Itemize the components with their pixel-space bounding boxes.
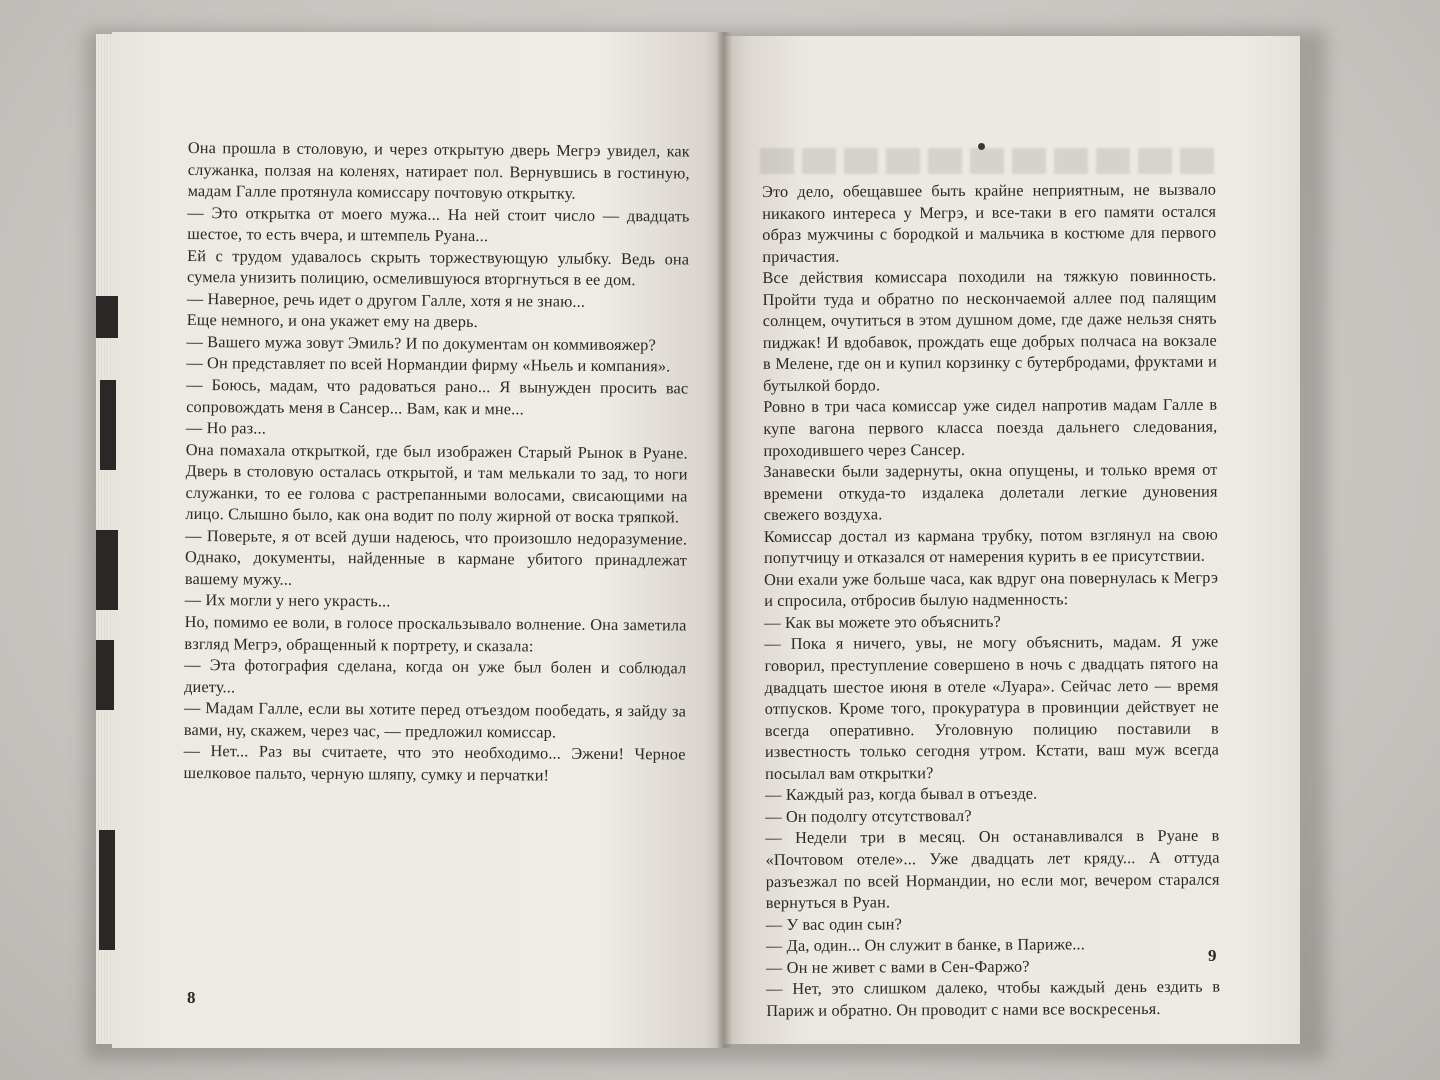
paragraph: — Пока я ничего, увы, не могу объяснить, мадам. Я уже говорил, преступление совершено в ночь с двадцать пятого на двадцать шестое июня в отеле «Луара». Сейчас лето — время отпусков. Кроме того, прокуратура в провинции действует не всегда оперативно. Уголовную полицию поставили в известность только сегодня утром. Кстати, ваш муж всегда посылал вам открытки? bbox=[764, 632, 1220, 783]
paragraph: — Мадам Галле, если вы хотите перед отъездом пообедать, я зайду за вами, ну, скажем, через час, — предложил комиссар. bbox=[183, 698, 687, 742]
edge-bleed-mark bbox=[100, 380, 116, 470]
paragraph: — Как вы можете это объяснить? bbox=[764, 611, 1001, 632]
paragraph: — Их могли у него украсть... bbox=[184, 590, 391, 611]
paragraph: Она помахала открыткой, где был изображен Старый Рынок в Руане. Дверь в столовую осталась открытой, и там мелькали то зад, то ноги служанки, то ее голова с растрепанными волосами, свисающими на лицо. Слышно было, как она водит по полу жирной от воска тряпкой. bbox=[185, 439, 688, 527]
paragraph: Ровно в три часа комиссар уже сидел напротив мадам Галле в купе вагона первого класса поезда дальнего следования, проходившего через Сансер. bbox=[763, 395, 1218, 460]
paragraph: Занавески были задернуты, окна опущены, и только время от времени откуда-то издалека долетали легкие дуновения свежего воздуха. bbox=[763, 459, 1218, 525]
paragraph: Это дело, обещавшее быть крайне неприятным, не вызвало никакого интереса у Мегрэ, и все-таки в его памяти остался образ мужчины с бородкой и мальчика в костюме для первого причастия. bbox=[762, 179, 1217, 266]
paragraph: Еще немного, и она укажет ему на дверь. bbox=[186, 310, 478, 332]
paragraph: — Наверное, речь идет о другом Галле, хотя я не знаю... bbox=[186, 288, 586, 311]
paragraph: Она прошла в столовую, и через открытую дверь Мегрэ увидел, как служанка, ползая на коленях, натирает пол. Вернувшись в гостиную, мадам Галле протянула комиссару почтовую открытку. bbox=[187, 137, 690, 203]
paragraph: — Он не живет с вами в Сен-Фаржо? bbox=[766, 956, 1030, 977]
paragraph: — Он представляет по всей Нормандии фирму «Ньель и компания». bbox=[186, 353, 671, 376]
paragraph: — Нет, это слишком далеко, чтобы каждый день ездить в Париж и обратно. Он проводит с нами все воскресенья. bbox=[766, 976, 1221, 1020]
paragraph: Они ехали уже больше часа, как вдруг она повернулась к Мегрэ и спросила, отбросив былую надменность: bbox=[764, 567, 1219, 611]
paragraph: — У вас один сын? bbox=[765, 913, 903, 934]
edge-bleed-mark bbox=[96, 530, 118, 610]
paragraph: — Это открытка от моего мужа... На ней стоит число — двадцать шестое, то есть вчера, и штемпель Руана... bbox=[187, 202, 690, 246]
edge-bleed-mark bbox=[96, 640, 114, 710]
paragraph: Все действия комиссара походили на тяжкую повинность. Пройти туда и обратно по нескончаемой аллее под палящим солнцем, очутиться в этом душном доме, где даже нельзя снять пиджак! И вдобавок, прождать еще добрых полчаса на вокзале в Мелене, где он и купил корзинку с бутербродами, фруктами и бутылкой бордо. bbox=[762, 265, 1218, 395]
section-ornament-icon bbox=[978, 143, 985, 150]
book-spine bbox=[716, 32, 732, 1048]
paragraph: — Поверьте, я от всей души надеюсь, что произошло недоразумение. Однако, документы, найденные в кармане убитого принадлежат вашему мужу... bbox=[184, 525, 688, 589]
right-page-text bbox=[762, 179, 1220, 1022]
paragraph: — Каждый раз, когда бывал в отъезде. bbox=[765, 783, 1038, 805]
paragraph: Комиссар достал из кармана трубку, потом взглянул на свою попутчицу и отказался от намерения курить в ее присутствии. bbox=[763, 524, 1218, 568]
paragraph: — Вашего мужа зовут Эмиль? И по документам он коммивояжер? bbox=[186, 331, 656, 355]
paragraph: Но, помимо ее воли, в голосе проскальзывало волнение. Она заметила взгляд Мегрэ, обращенный к портрету, и сказала: bbox=[184, 612, 687, 656]
paragraph: — Недели три в месяц. Он останавливался в Руане в «Почтовом отеле»... Уже двадцать лет кряду... А оттуда разъезжал по всей Нормандии, но если мог, вечером старался вернуться в Руан. bbox=[765, 826, 1220, 913]
paragraph: — Но раз... bbox=[185, 418, 267, 438]
paragraph: — Эта фотография сделана, когда он уже был болен и соблюдал диету... bbox=[184, 655, 687, 697]
paragraph: — Боюсь, мадам, что радоваться рано... Я вынужден просить вас сопровождать меня в Сансер... Вам, как и мне... bbox=[186, 375, 689, 418]
paragraph: Ей с трудом удавалось скрыть торжествующую улыбку. Ведь она сумела унизить полицию, осмелившуюся вторгнуться в ее дом. bbox=[186, 245, 690, 290]
paragraph: — Он подолгу отсутствовал? bbox=[765, 805, 972, 826]
right-page-number: 9 bbox=[1208, 946, 1217, 965]
paragraph: — Нет... Раз вы считаете, что это необходимо... Эжени! Черное шелковое пальто, черную шляпу, сумку и перчатки! bbox=[183, 741, 686, 785]
show-through-text bbox=[760, 148, 1220, 174]
edge-bleed-mark bbox=[99, 830, 115, 950]
left-page-text bbox=[183, 137, 690, 787]
left-page-number: 8 bbox=[187, 988, 196, 1007]
edge-bleed-mark bbox=[96, 296, 118, 338]
paragraph: — Да, один... Он служит в банке, в Париже... bbox=[765, 934, 1086, 956]
